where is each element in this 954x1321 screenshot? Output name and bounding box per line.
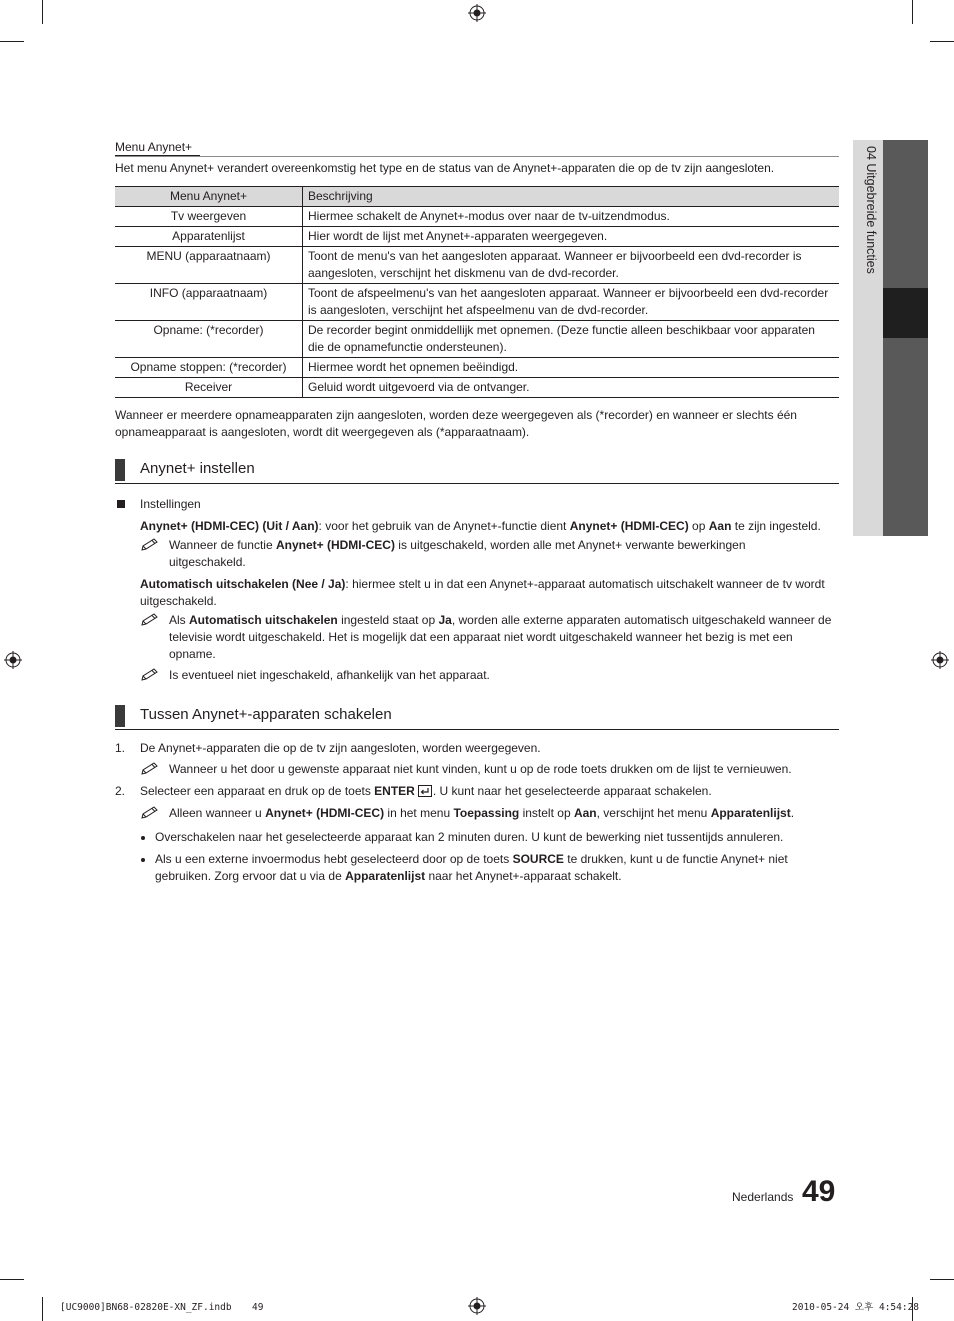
table-row (115, 247, 839, 284)
table-cell-menu: Receiver (115, 378, 303, 398)
note-pencil-icon (140, 538, 160, 552)
crop-mark (42, 0, 43, 24)
step-1-text: De Anynet+-apparaten die op de tv zijn aangesloten, worden weergegeven. (140, 741, 541, 755)
print-page-number: 49 (252, 1302, 264, 1313)
table-row (115, 321, 839, 358)
side-tab-block (883, 338, 928, 536)
step-1-note: Wanneer u het door u gewenste apparaat niet kunt vinden, kunt u op de rode toets drukken om de lijst te vernieuwen. (169, 762, 792, 776)
menu-section-intro: Het menu Anynet+ verandert overeenkomstig het type en de status van de Anynet+-apparaten die op de tv zijn aangesloten. (115, 161, 775, 175)
bullet-switch-delay: Overschakelen naar het geselecteerde apparaat kan 2 minuten duren. U kunt de bewerking niet tussentijds annuleren. (155, 830, 784, 844)
square-bullet-icon (117, 500, 125, 508)
table-row (115, 207, 839, 227)
crop-mark (930, 1279, 954, 1280)
setting-auto-off: Automatisch uitschakelen (Nee / Ja): hiermee stelt u in dat een Anynet+-apparaat automatisch uitschakelt wanneer de tv wordt uitgeschakeld. (140, 577, 825, 608)
table-cell-menu: Apparatenlijst (115, 227, 303, 247)
table-header-description: Beschrijving (303, 187, 840, 207)
section-marker (115, 705, 125, 727)
table-cell-menu: Opname stoppen: (*recorder) (115, 358, 303, 378)
print-date: 2010-05-24 오후 4:54:28 (792, 1302, 920, 1313)
setting-hdmi-cec: Anynet+ (HDMI-CEC) (Uit / Aan): voor het gebruik van de Anynet+-functie dient Anynet+ (HDMI-CEC) op Aan te zijn ingesteld. (140, 519, 821, 533)
bullet-icon (141, 858, 145, 862)
crop-mark (0, 1279, 24, 1280)
side-tab-block (883, 140, 928, 288)
side-tab-label: 04 Uitgebreide functies (864, 146, 878, 274)
table-cell-menu: Tv weergeven (115, 207, 303, 227)
note-auto-off: Als Automatisch uitschakelen ingesteld staat op Ja, worden alle externe apparaten automatisch uitgeschakeld wanneer de televisie wordt uitgeschakeld. Het is mogelijk dat een apparaat niet wordt uitgeschakeld wanneer het bezig is met een opname. (169, 613, 832, 661)
table-cell-description: Hier wordt de lijst met Anynet+-apparaten weergegeven. (303, 227, 840, 247)
note-pencil-icon (140, 668, 160, 682)
page-number: 49 (802, 1175, 836, 1208)
table-cell-description: Hiermee schakelt de Anynet+-modus over naar de tv-uitzendmodus. (303, 207, 840, 227)
table-row (115, 227, 839, 247)
note-pencil-icon (140, 762, 160, 776)
table-cell-description: Hiermee wordt het opnemen beëindigd. (303, 358, 840, 378)
registration-mark-icon (4, 651, 22, 669)
table-cell-menu: Opname: (*recorder) (115, 321, 303, 358)
note-pencil-icon (140, 613, 160, 627)
step-number: 1. (115, 741, 126, 755)
bullet-icon (141, 836, 145, 840)
menu-section-title: Menu Anynet+ (115, 140, 193, 154)
crop-mark (42, 1297, 43, 1321)
table-row (115, 378, 839, 398)
note-device-dependent: Is eventueel niet ingeschakeld, afhankelijk van het apparaat. (169, 668, 490, 682)
step-2-note: Alleen wanneer u Anynet+ (HDMI-CEC) in het menu Toepassing instelt op Aan, verschijnt het menu Apparatenlijst. (169, 806, 795, 820)
section-underline (115, 483, 839, 484)
table-header-row (115, 187, 839, 207)
enter-key-icon (418, 785, 432, 797)
step-number: 2. (115, 784, 126, 798)
table-row (115, 284, 839, 321)
registration-mark-icon (931, 651, 949, 669)
side-tab-active-block (883, 288, 928, 338)
table-cell-description: Geluid wordt uitgevoerd via de ontvanger. (303, 378, 840, 398)
note-hdmi-cec-off: Wanneer de functie Anynet+ (HDMI-CEC) is uitgeschakeld, worden alle met Anynet+ verwante bewerkingen uitgeschakeld. (169, 538, 746, 569)
table-cell-description: Toont de afspeelmenu's van het aangesloten apparaat. Wanneer er bijvoorbeeld een dvd-recorder is aangesloten, verschijnt het afspeelmenu van de dvd-recorder. (303, 284, 840, 321)
registration-mark-icon (468, 1297, 486, 1315)
item-label-instellingen: Instellingen (140, 497, 201, 511)
registration-mark-icon (468, 4, 486, 22)
footer-language: Nederlands (732, 1190, 794, 1204)
anynet-menu-table (115, 186, 839, 398)
table-header-menu: Menu Anynet+ (115, 187, 303, 207)
step-2-text: Selecteer een apparaat en druk op de toets ENTER . U kunt naar het geselecteerde apparaat schakelen. (140, 784, 712, 798)
divider (115, 156, 839, 157)
section-title-switch-devices: Tussen Anynet+-apparaten schakelen (140, 706, 392, 723)
table-row (115, 358, 839, 378)
note-pencil-icon (140, 806, 160, 820)
table-cell-menu: INFO (apparaatnaam) (115, 284, 303, 321)
section-title-anynet-instellen: Anynet+ instellen (140, 460, 255, 477)
crop-mark (930, 41, 954, 42)
section-underline (115, 729, 839, 730)
recorder-note-paragraph: Wanneer er meerdere opnameapparaten zijn aangesloten, worden deze weergegeven als (*recorder) en wanneer er slechts één opnameapparaat is aangesloten, wordt dit weergegeven als (*apparaatnaam). (115, 408, 797, 439)
section-marker (115, 459, 125, 481)
table-cell-description: Toont de menu's van het aangesloten apparaat. Wanneer er bijvoorbeeld een dvd-recorder is aangesloten, verschijnt het diskmenu van de dvd-recorder. (303, 247, 840, 284)
bullet-source-mode: Als u een externe invoermodus hebt geselecteerd door op de toets SOURCE te drukken, kunt u de functie Anynet+ niet gebruiken. Zorg ervoor dat u via de Apparatenlijst naar het Anynet+-apparaat schakelt. (155, 852, 788, 883)
table-cell-menu: MENU (apparaatnaam) (115, 247, 303, 284)
print-file-name: [UC9000]BN68-02820E-XN_ZF.indb (60, 1302, 232, 1313)
table-cell-description: De recorder begint onmiddellijk met opnemen. (Deze functie alleen beschikbaar voor apparaten die de opnamefunctie ondersteunen). (303, 321, 840, 358)
crop-mark (912, 0, 913, 24)
crop-mark (0, 41, 24, 42)
